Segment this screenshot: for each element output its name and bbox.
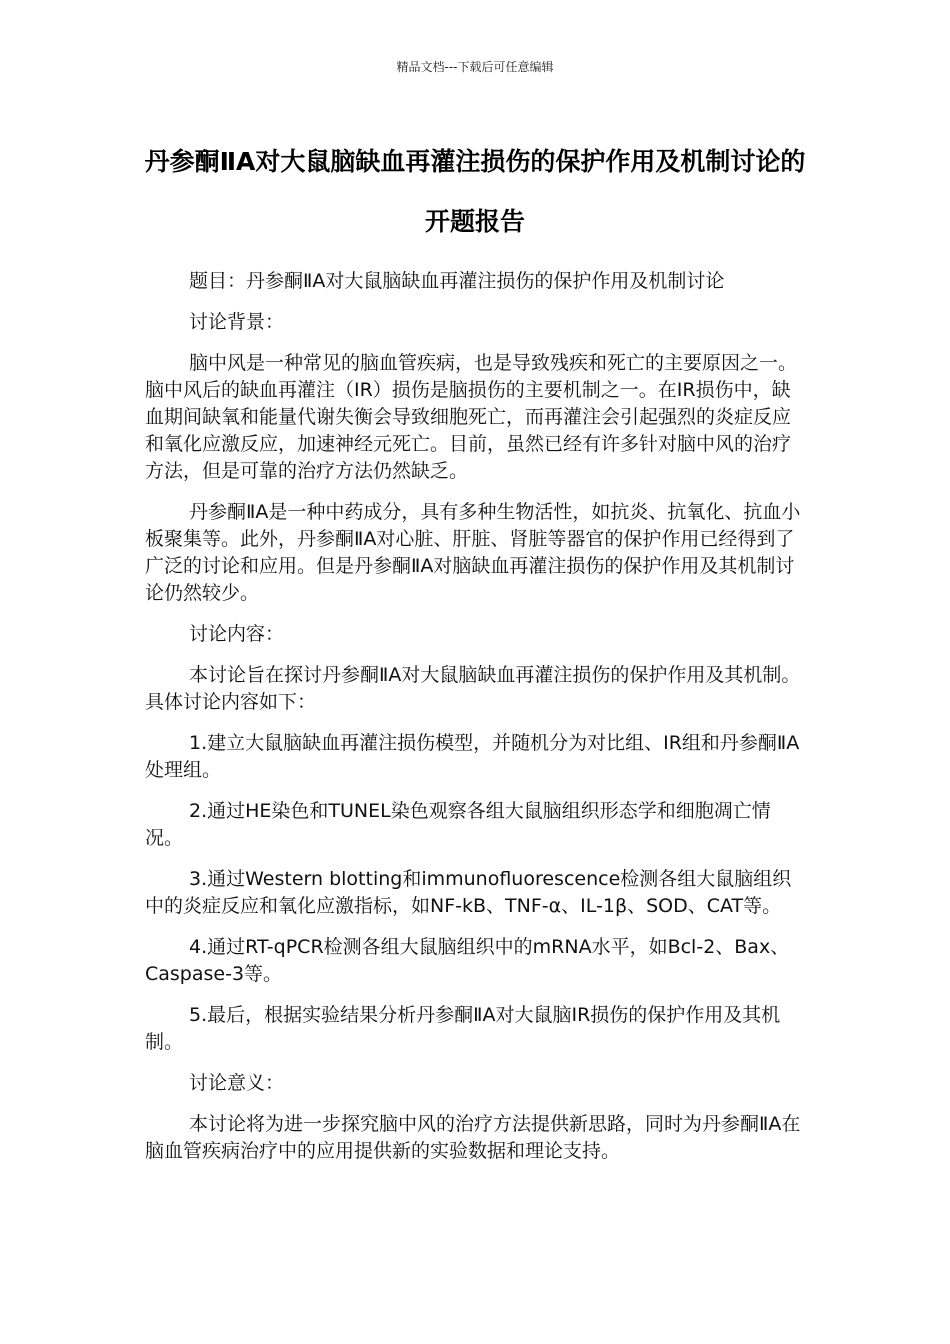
content-intro-paragraph: 本讨论旨在探讨丹参酮ⅡA对大鼠脑缺血再灌注损伤的保护作用及其机制。具体讨论内容如下：	[145, 664, 801, 713]
content-item-1: 1.建立大鼠脑缺血再灌注损伤模型，并随机分为对比组、IR组和丹参酮ⅡA处理组。	[145, 732, 800, 781]
document-title: 丹参酮ⅡA对大鼠脑缺血再灌注损伤的保护作用及机制讨论的开题报告	[144, 147, 806, 236]
section-heading-significance: 讨论意义：	[189, 1072, 285, 1094]
background-paragraph-1: 脑中风是一种常见的脑血管疾病，也是导致残疾和死亡的主要原因之一。脑中风后的缺血再灌注（IR）损伤是脑损伤的主要机制之一。在IR损伤中，缺血期间缺氧和能量代谢失衡会导致细胞死亡，而再灌注会引起强烈的炎症反应和氧化应激反应，加速神经元死亡。目前，虽然已经有许多针对脑中风的治疗方法，但是可靠的治疗方法仍然缺乏。	[145, 352, 798, 482]
document-body	[145, 268, 805, 1179]
content-item-4: 4.通过RT-qPCR检测各组大鼠脑组织中的mRNA水平，如Bcl-2、Bax、Caspase-3等。	[145, 936, 790, 985]
significance-paragraph: 本讨论将为进一步探究脑中风的治疗方法提供新思路，同时为丹参酮ⅡA在脑血管疾病治疗中的应用提供新的实验数据和理论支持。	[145, 1113, 801, 1162]
content-item-2: 2.通过HE染色和TUNEL染色观察各组大鼠脑组织形态学和细胞凋亡情况。	[145, 800, 771, 849]
background-paragraph-2: 丹参酮ⅡA是一种中药成分，具有多种生物活性，如抗炎、抗氧化、抗血小板聚集等。此外，丹参酮ⅡA对心脏、肝脏、肾脏等器官的保护作用已经得到了广泛的讨论和应用。但是丹参酮ⅡA对脑缺血再灌注损伤的保护作用及其机制讨论仍然较少。	[145, 501, 801, 604]
header-note: 精品文档---下载后可任意编辑	[396, 60, 554, 74]
content-item-5: 5.最后，根据实验结果分析丹参酮ⅡA对大鼠脑IR损伤的保护作用及其机制。	[145, 1004, 781, 1053]
section-heading-background: 讨论背景：	[189, 311, 285, 333]
section-heading-content: 讨论内容：	[189, 623, 285, 645]
topic-line: 题目：丹参酮ⅡA对大鼠脑缺血再灌注损伤的保护作用及机制讨论	[189, 270, 725, 292]
content-item-3: 3.通过Western blotting和immunofluorescence检测各组大鼠脑组织中的炎症反应和氧化应激指标，如NF-kB、TNF-α、IL-1β、SOD、CAT等。	[145, 868, 792, 917]
